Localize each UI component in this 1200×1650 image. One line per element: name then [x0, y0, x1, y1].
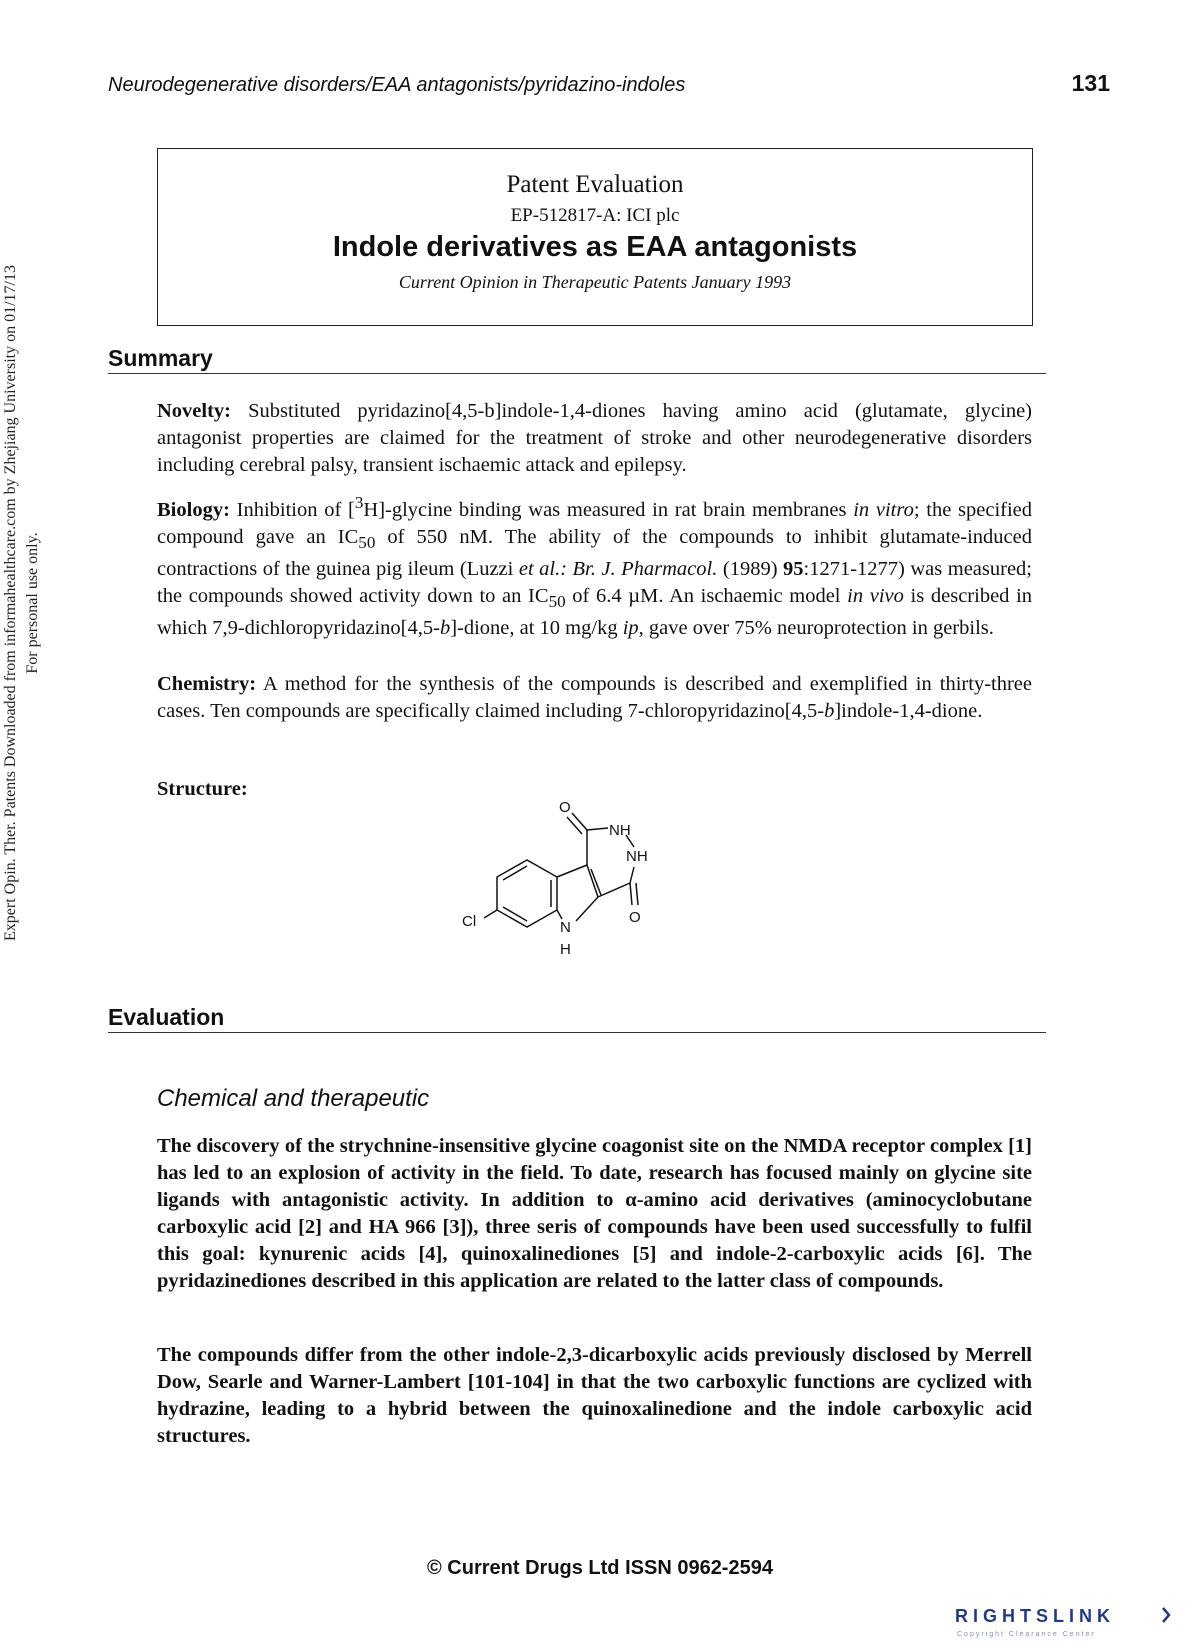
- download-watermark-line1: Expert Opin. Ther. Patents Downloaded from informahealthcare.com by Zhejiang University on 01/17/13: [2, 265, 19, 941]
- atom-nitrogen: N: [560, 919, 571, 936]
- benzene-double-bond-1: [503, 866, 527, 880]
- box-kicker: Patent Evaluation: [506, 171, 684, 198]
- pyrrole-bond-4: [557, 910, 562, 919]
- biology-text-7: of 6.4 µM. An ischaemic model: [565, 584, 848, 607]
- rightslink-logo: [955, 1600, 1175, 1640]
- summary-heading: Summary: [108, 345, 1046, 374]
- carbonyl-top-1: [572, 813, 587, 830]
- evaluation-paragraph-1: [157, 1133, 1032, 1295]
- biology-text-2: H]-glycine binding was measured in rat brain membranes: [363, 498, 854, 521]
- patent-evaluation-box: [157, 148, 1033, 326]
- carbonyl-bottom-1: [630, 883, 632, 905]
- article-title: Indole derivatives as EAA antagonists: [332, 231, 858, 263]
- biology-text-6: :1271-1277) was measured; the compounds showed activity down to an IC: [157, 557, 1033, 607]
- chemistry-b: b: [824, 700, 835, 722]
- biology-text-5: (1989): [717, 557, 784, 580]
- biology-text-3: ; the specified compound gave an IC: [157, 498, 1033, 548]
- biology-superscript: 3: [354, 493, 364, 512]
- biology-in-vitro: in vitro: [853, 498, 914, 521]
- box-patent-number: EP-512817-A: ICI plc: [510, 205, 680, 226]
- biology-citation: et al.: Br. J. Pharmacol.: [518, 557, 718, 580]
- atom-chlorine: Cl: [462, 913, 477, 930]
- running-head: Neurodegenerative disorders/EAA antagonists/pyridazino-indoles: [108, 74, 686, 96]
- biology-ip: ip: [622, 617, 639, 640]
- benzene-ring: [497, 860, 557, 927]
- novelty-paragraph: [157, 398, 1032, 479]
- pyridazine-bond-2: [587, 828, 608, 830]
- atom-nh-2: NH: [626, 848, 648, 865]
- rightslink-logo-word: RIGHTSLINK: [955, 1606, 1115, 1626]
- carbonyl-top-2: [567, 817, 582, 834]
- pyrrole-bond-3: [576, 897, 598, 921]
- novelty-label: Novelty:: [157, 400, 232, 422]
- page-number: 131: [1071, 70, 1110, 96]
- chemistry-label: Chemistry:: [157, 673, 257, 695]
- biology-text-9: ]-dione, at 10 mg/kg: [450, 617, 623, 640]
- atom-hydrogen: H: [560, 941, 571, 958]
- download-watermark-line2: For personal use only.: [24, 532, 41, 674]
- evaluation-p1-text-1: The discovery of the strychnine-insensitive glycine coagonist site on the NMDA receptor complex [1] has led to an explosion of activity in the field. To date, research has focused mainly on glycine site ligands with antagonistic activity. In addition to: [157, 1135, 1032, 1211]
- biology-paragraph: [157, 489, 1032, 642]
- biology-volume: 95: [783, 557, 804, 580]
- evaluation-heading: Evaluation: [108, 1004, 1046, 1033]
- evaluation-paragraph-2: The compounds differ from the other indole-2,3-dicarboxylic acids previously disclosed by Merrell Dow, Searle and Warner-Lambert [101-104] in that the two carboxylic functions are cyclized with hydrazine, leading to a hybrid between the quinoxalinedione and the indole carboxylic acid structures.: [157, 1344, 1032, 1447]
- evaluation-p1-alpha: α: [625, 1189, 637, 1211]
- biology-subscript-2: 50: [548, 592, 566, 612]
- structure-label: Structure:: [157, 778, 248, 800]
- evaluation-p1-text-2: -amino acid derivatives (aminocyclobutane carboxylic acid [2] and HA 966 [3]), three seris of compounds have been used successfully to fulfil this goal: kynurenic acids [4], quinoxalinediones [5] and indole-2-carboxylic acids [6]. The pyridazinediones described in this application are related to the latter class of compounds.: [157, 1189, 1032, 1292]
- pyridazine-bond-4: [630, 867, 634, 883]
- rightslink-logo-tagline: Copyright Clearance Center: [957, 1631, 1096, 1638]
- biology-text-1: Inhibition of [: [229, 498, 355, 521]
- benzene-double-bond-3: [503, 907, 527, 921]
- biology-label: Biology:: [157, 498, 230, 521]
- biology-text-10: , gave over 75% neuroprotection in gerbils.: [638, 617, 994, 640]
- biology-text-8: is described in which 7,9-dichloropyridazino[4,5-: [157, 584, 1033, 640]
- carbonyl-bottom-2: [636, 883, 638, 905]
- atom-oxygen-bottom: O: [629, 909, 641, 926]
- journal-citation: Current Opinion in Therapeutic Patents January 1993: [398, 272, 792, 292]
- rightslink-chevron-icon: [1163, 1608, 1169, 1622]
- structure-atoms: [462, 799, 648, 958]
- chemical-structure-diagram: [462, 799, 700, 965]
- evaluation-subheading: Chemical and therapeutic: [157, 1085, 430, 1112]
- copyright-footer: © Current Drugs Ltd ISSN 0962-2594: [427, 1557, 773, 1579]
- chemistry-text-2: ]indole-1,4-dione.: [834, 700, 983, 722]
- atom-oxygen-top: O: [559, 799, 571, 816]
- biology-b: b: [439, 617, 451, 640]
- pyridazine-bond-5: [598, 883, 630, 897]
- biology-subscript-1: 50: [358, 532, 376, 552]
- chemistry-paragraph: [157, 671, 1032, 725]
- novelty-text: Substituted pyridazino[4,5-b]indole-1,4-diones having amino acid (glutamate, glycine) antagonist properties are claimed for the treatment of stroke and other neurodegenerative disorders including cerebral palsy, transient ischaemic attack and epilepsy.: [157, 400, 1032, 476]
- biology-text-4: of 550 nM. The ability of the compounds to inhibit glutamate-induced contractions of the guinea pig ileum (Luzzi: [157, 525, 1033, 580]
- download-watermark: [0, 33, 52, 1173]
- atom-nh-1: NH: [609, 822, 631, 839]
- chemistry-text-1: A method for the synthesis of the compounds is described and exemplified in thirty-three cases. Ten compounds are specifically claimed including 7-chloropyridazino[4,5-: [157, 673, 1032, 722]
- pyrrole-bond-1: [557, 865, 587, 877]
- chlorine-bond: [484, 910, 497, 918]
- biology-in-vivo: in vivo: [847, 584, 904, 607]
